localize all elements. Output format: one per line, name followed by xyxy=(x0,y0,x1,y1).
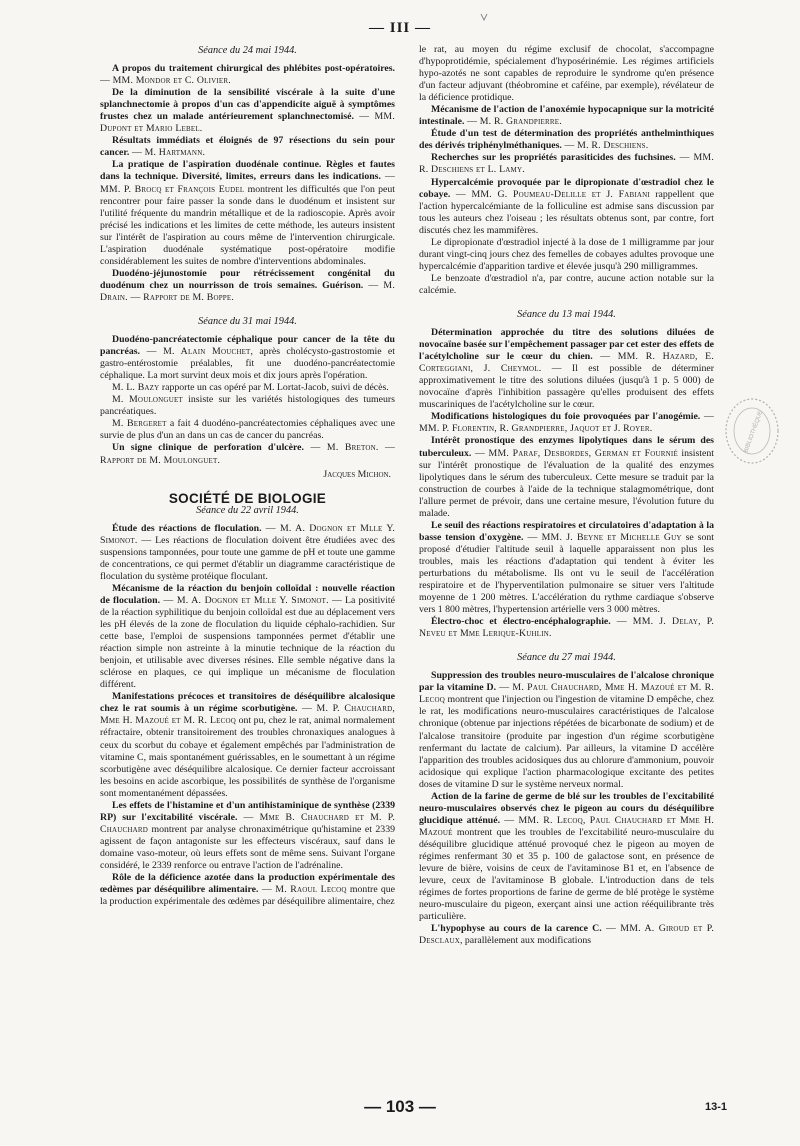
abstract-entry: Les effets de l'histamine et d'un antihistaminique de synthèse (2339 RP) sur l'excitabilité viscérale. — Mme B. Chauchard et M. P. Chauchard montrent par analyse chronaximétrique qu'histamine et 2339 agissent de façon antagoniste sur les effecteurs viscéraux, sauf dans le domaine vaso-moteur, où leurs effets sont de même sens. Suivant l'organe considéré, le 2339 renforce ou entrave l'action de l'adrénaline. xyxy=(100,799,395,871)
left-column xyxy=(100,44,395,908)
abstract-entry: De la diminution de la sensibilité viscérale à la suite d'une splanchnectomie à propos d'un cas d'appendicite aiguë à symptômes frustes chez un malade antérieurement splanchnectomisé. — MM. Dupont et Mario Lebel. xyxy=(100,87,395,135)
page-number: — 103 — xyxy=(364,1097,436,1116)
abstract-entry: Le seuil des réactions respiratoires et circulatoires d'adaptation à la basse tension d'oxygène. — MM. J. Beyne et Michelle Guy se sont proposé d'étudier l'altitude seuil à laquelle apparaissent non plus les troubles, mais les réactions d'adaptation qui tendent à éviter les perturbations du métabolisme. Ils ont vu le seuil de l'accélération respiratoire et de l'hyperventilation pulmonaire se situer vers l'altitude moyenne de 1 200 mètres. L'accélération du rythme cardiaque s'observe vers 1 800 mètres, l'hypertension artérielle vers 3 000 mètres. xyxy=(419,519,714,616)
ink-mark xyxy=(480,12,488,22)
abstract-continuation: le rat, au moyen du régime exclusif de chocolat, s'accompagne d'hypoprotidémie, spécialement d'hyposérinémie. Les régimes artificiels hypo-azotés ne sont capables de reproduire le syndrome qu'en présence d'un facteur adjuvant (théobromine et caféine, par exemple), révélateur de la déficience protidique. xyxy=(419,44,714,104)
session-heading: Séance du 27 mai 1944. xyxy=(517,652,616,664)
abstract-entry: La pratique de l'aspiration duodénale continue. Règles et fautes dans la technique. Diversité, limites, erreurs dans les indications. — MM. P. Brocq et François Eudel montrent les difficultés que l'on peut rencontrer pour faire passer la sonde dans le duodénum et insistent sur l'utilité fréquente du mandrin métallique et de la radioscopie. Après avoir précisé les indications et les limites de cette méthode, les auteurs insistent sur l'intérêt de l'aspiration au cours même de l'intervention chirurgicale. L'aspiration duodénale systématique post-opératoire modifie considérablement les suites de nombre d'interventions abdominales. xyxy=(100,159,395,267)
signature-code: 13-1 xyxy=(705,1101,728,1113)
abstract-entry: A propos du traitement chirurgical des phlébites post-opératoires. — MM. Mondor et C. Olivier. xyxy=(100,63,395,87)
stamp-text: BIBLIOTHÈQUE xyxy=(743,409,765,454)
signature: Jacques Michon. xyxy=(323,468,391,480)
abstract-entry: L'hypophyse au cours de la carence C. — MM. A. Giroud et P. Desclaux, parallèlement aux modifications xyxy=(419,923,714,947)
abstract-entry: Le dipropionate d'œstradiol injecté à la dose de 1 milligramme par jour durant vingt-cinq jours chez des femelles de cobayes adultes provoque une hypercalcémie d'apparition tardive et élevée jusqu'à 290 milligrammes. xyxy=(419,236,714,272)
page-header-number: — III — xyxy=(368,20,431,36)
session-heading: Séance du 13 mai 1944. xyxy=(517,308,616,320)
abstract-entry: Duodéno-pancréatectomie céphalique pour cancer de la tête du pancréas. — M. Alain Mouchet, après cholécysto-gastrostomie et gastro-entérostomie préalables, fit une duodéno-pancréatectomie céphalique. La mort survint deux mois et dix jours après l'opération. xyxy=(100,334,395,382)
abstract-entry: Résultats immédiats et éloignés de 97 résections du sein pour cancer. — M. Hartmann. xyxy=(100,135,395,159)
abstract-entry: Le benzoate d'œstradiol n'a, par contre, aucune action notable sur la calcémie. xyxy=(419,272,714,296)
abstract-entry: Modifications histologiques du foie provoquées par l'anogémie. — MM. P. Florentin, R. Grandpierre, Jaquot et J. Royer. xyxy=(419,411,714,435)
abstract-entry: Mécanisme de la réaction du benjoin colloïdal : nouvelle réaction de floculation. — M. A. Dognon et Mlle Y. Simonot. — La positivité de la réaction syphilitique du benjoin colloïdal est due au déplacement vers les pH élevés de la zone de floculation du liquide céphalo-rachidien. Sur cette base, l'emploi de suspensions tamponnées permet d'établir une réaction simple non astreinte à la minutie technique de la réaction du benjoin, et utilisable avec diverses résines. Elle semble négative dans la sclérose en plaques, ce qui implique un mécanisme de floculation différent. xyxy=(100,582,395,691)
abstract-entry: M. L. Bazy rapporte un cas opéré par M. Lortat-Jacob, suivi de décès. xyxy=(112,382,389,394)
abstract-entry: Rôle de la déficience azotée dans la production expérimentale des œdèmes par déséquilibre alimentaire. — M. Raoul Lecoq montre que la production expérimentale des œdèmes par déséquilibre alimentaire, chez xyxy=(100,872,396,908)
abstract-entry: Un signe clinique de perforation d'ulcère. — M. Breton. — Rapport de M. Moulonguet. xyxy=(100,442,395,466)
abstract-entry: Étude d'un test de détermination des propriétés anthelminthiques des dérivés triphénylméthaniques. — M. R. Deschiens. xyxy=(419,128,714,152)
abstract-entry: Détermination approchée du titre des solutions diluées de novocaïne basée sur l'empêchement passager par cet ester des effets de l'acétylcholine sur le cœur du chien. — MM. R. Hazard, E. Corteggiani, J. Cheymol. — Il est possible de déterminer approximativement le titre des solutions diluées (jusqu'à 1 p. 5 000) de novocaïne d'après l'inhibition passagère qu'elles produisent des effets muscariniques de l'acétylcholine sur le cœur. xyxy=(419,327,714,411)
abstract-entry: Électro-choc et électro-encéphalographie. — MM. J. Delay, P. Neveu et Mme Lerique-Kuhlin. xyxy=(419,616,714,640)
society-heading: SOCIÉTÉ DE BIOLOGIE xyxy=(168,490,327,506)
session-heading: Séance du 24 mai 1944. xyxy=(198,45,297,56)
abstract-entry: Intérêt pronostique des enzymes lipolytiques dans le sérum des tuberculeux. — MM. Paraf, Desbordes, German et Fournié insistent sur l'intérêt pronostique de l'évaluation de la qualité des enzymes lipolytiques dans le sérum des tuberculeux. Cette mesure se traduit par la construction de courbes à l'aide de la technique stalagmométrique, dont l'allure permet de prévoir, dans une certaine mesure, l'évolution future du malade. xyxy=(419,435,715,519)
abstract-entry: Hypercalcémie provoquée par le dipropionate d'œstradiol chez le cobaye. — MM. G. Poumeau-Delille et J. Fabiani rappellent que l'action hypercalcémiante de la folliculine est admise sans discussion par tous les auteurs chez l'oiseau ; les résultats obtenus sont, par contre, fort discutés chez les mammifères. xyxy=(419,176,714,236)
session-heading: Séance du 22 avril 1944. xyxy=(196,504,299,516)
abstract-entry: Action de la farine de germe de blé sur les troubles de l'excitabilité neuro-musculaires observés chez le pigeon au cours du déséquilibre glucidique atténué. — MM. R. Lecoq, Paul Chauchard et Mme H. Mazoué montrent que les troubles de l'excitabilité neuro-musculaire du déséquilibre glucidique atténué provoqué chez le pigeon au moyen de régimes renfermant 30 et 35 p. 100 de galactose sont, en présence de levure de bière, voisins de ceux de l'avitaminose B1 et, en l'absence de levure, ceux de l'avitaminose B globale. L'introduction dans de tels régimes de fortes proportions de farine de germe de blé protège le système neuro-musculaire du pigeon, exerçant ainsi une action rééquilibrante très particulière. xyxy=(419,790,714,923)
session-heading: Séance du 31 mai 1944. xyxy=(198,315,297,327)
abstract-entry: Recherches sur les propriétés parasiticides des fuchsines. — MM. R. Deschiens et L. Lamy. xyxy=(419,152,714,176)
abstract-entry: M. Moulonguet insiste sur les variétés histologiques des tumeurs pancréatiques. xyxy=(100,394,395,418)
abstract-entry: Suppression des troubles neuro-musculaires de l'alcalose chronique par la vitamine D. — M. Paul Chauchard, Mme H. Mazoué et M. R. Lecoq montrent que l'injection ou l'ingestion de vitamine D empêche, chez le rat, les modifications neuro-musculaires caractéristiques de l'alcalose chronique (obtenue par injections répétées de bicarbonate de sodium) et de l'alcalose transitoire (produite par ingestion d'un régime scorbutigène renfermant du lactate de calcium). Par ailleurs, la vitamine D accélère l'apparition des troubles acidosiques dus au chlorure d'ammonium, pouvoir acidosique qui explique l'action pharmacologique excitante des petites doses de vitamine D sur le système nerveux normal. xyxy=(419,670,714,790)
abstract-entry: Duodéno-jéjunostomie pour rétrécissement congénital du duodénum chez un nourrisson de trois semaines. Guérison. — M. Drain. — Rapport de M. Boppe. xyxy=(100,267,395,303)
abstract-entry: Étude des réactions de floculation. — M. A. Dognon et Mlle Y. Simonot. — Les réactions de floculation doivent être étudiées avec des suspensions tamponnées, pour toute une gamme de pH et toute une gamme de concentrations, ce qui permet d'établir un diagramme caractéristique de floculation du système protéique floculant. xyxy=(100,522,395,582)
library-stamp-icon xyxy=(722,395,782,467)
right-column xyxy=(419,44,714,947)
abstract-entry: Mécanisme de l'action de l'anoxémie hypocapnique sur la motricité intestinale. — M. R. Grandpierre. xyxy=(419,104,714,128)
abstract-entry: M. Bergeret a fait 4 duodéno-pancréatectomies céphaliques avec une survie de plus d'un an dans un cas de cancer du pancréas. xyxy=(100,418,395,442)
abstract-entry: Manifestations précoces et transitoires de déséquilibre alcalosique chez le rat soumis à un régime scorbutigène. — M. P. Chauchard, Mme H. Mazoué et M. R. Lecoq ont pu, chez le rat, animal normalement réfractaire, obtenir transitoirement des troubles chronaxiques analogues à ceux du scorbut du cobaye et également empêchés par l'administration de vitamine C, mais spontanément guérissables, en le soumettant à un régime scorbutigène avec déséquilibre alcalosique. Ce dernier facteur accroissant les besoins en acide ascorbique, les possibilités de synthèse de l'organisme sont momentanément dépassées. xyxy=(100,691,395,799)
